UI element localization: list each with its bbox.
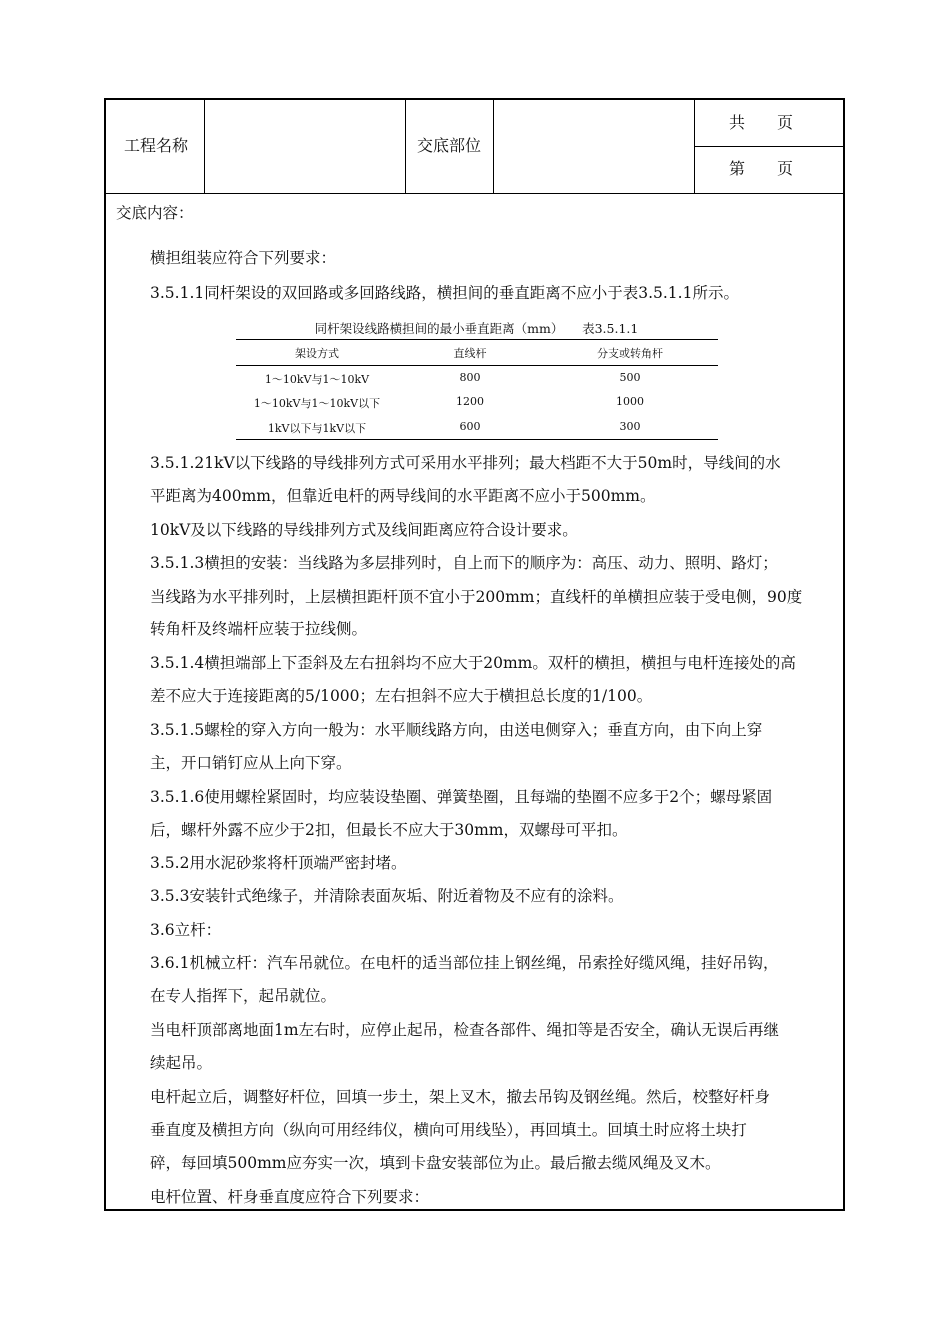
table-header-cell: 架设方式 <box>295 347 339 360</box>
table-cell: 300 <box>619 420 641 433</box>
paragraph: 横担组装应符合下列要求： <box>150 249 337 267</box>
paragraph: 3.5.1.4横担端部上下歪斜及左右扭斜均不应大于20mm。双杆的横担，横担与电杆连接处的高 <box>150 654 796 672</box>
table-header-cell: 分支或转角杆 <box>597 347 663 360</box>
header-row <box>106 100 843 194</box>
divider <box>694 146 843 147</box>
table-cell: 1～10kV与1～10kV以下 <box>253 397 381 410</box>
paragraph: 后，螺杆外露不应少于2扣，但最长不应大于30mm，双螺母可平扣。 <box>150 821 628 839</box>
paragraph: 3.5.1.5螺栓的穿入方向一般为：水平顺线路方向，由送电侧穿入；垂直方向，由下向上穿 <box>150 721 763 739</box>
table-cell: 600 <box>459 420 481 433</box>
table-cell: 1000 <box>616 395 644 408</box>
disclosure-form <box>104 98 845 1211</box>
paragraph: 主，开口销钉应从上向下穿。 <box>150 754 352 772</box>
paragraph: 在专人指挥下，起吊就位。 <box>150 987 337 1005</box>
paragraph: 电杆起立后，调整好杆位，回填一步土，架上叉木，撤去吊钩及钢丝绳。然后，校整好杆身 <box>150 1088 771 1106</box>
table-cell: 800 <box>459 371 481 384</box>
divider <box>204 100 205 193</box>
divider <box>493 100 494 193</box>
position-label: 交底部位 <box>417 136 482 155</box>
paragraph: 3.5.1.3横担的安装：当线路为多层排列时，自上而下的顺序为：高压、动力、照明、路灯； <box>150 554 778 572</box>
paragraph: 3.5.3安装针式绝缘子，并清除表面灰垢、附近着物及不应有的涂料。 <box>150 887 624 905</box>
table-rule-mid <box>236 365 718 366</box>
paragraph: 碎，每回填500mm应夯实一次，填到卡盘安装部位为止。最后撤去缆风绳及叉木。 <box>150 1154 721 1172</box>
paragraph: 3.5.1.1同杆架设的双回路或多回路线路，横担间的垂直距离不应小于表3.5.1.1所示。 <box>150 284 739 302</box>
paragraph: 3.5.1.6使用螺栓紧固时，均应装设垫圈、弹簧垫圈，且每端的垫圈不应多于2个；螺母紧固 <box>150 788 773 806</box>
paragraph: 3.6立杆： <box>150 921 222 939</box>
table-cell: 500 <box>619 371 641 384</box>
paragraph: 电杆位置、杆身垂直度应符合下列要求： <box>150 1188 430 1206</box>
paragraph: 当线路为水平排列时，上层横担距杆顶不宜小于200mm；直线杆的单横担应装于受电侧，90度 <box>150 588 803 606</box>
content-label: 交底内容： <box>116 204 194 222</box>
table-header-cell: 直线杆 <box>453 347 487 360</box>
page-number: 第 页 <box>729 159 794 178</box>
paragraph: 垂直度及横担方向（纵向可用经纬仪，横向可用线坠），再回填土。回填土时应将土块打 <box>150 1121 747 1139</box>
paragraph: 差不应大于连接距离的5/1000；左右担斜不应大于横担总长度的1/100。 <box>150 687 653 705</box>
paragraph: 3.6.1机械立杆：汽车吊就位。在电杆的适当部位挂上钢丝绳，吊索拴好缆风绳，挂好吊钩， <box>150 954 779 972</box>
total-pages: 共 页 <box>729 113 794 132</box>
table-rule-bottom <box>236 439 718 440</box>
paragraph: 10kV及以下线路的导线排列方式及线间距离应符合设计要求。 <box>150 521 578 539</box>
paragraph: 3.5.2用水泥砂浆将杆顶端严密封堵。 <box>150 854 407 872</box>
paragraph: 平距离为400mm，但靠近电杆的两导线间的水平距离不应小于500mm。 <box>150 487 656 505</box>
table-cell: 1～10kV与1～10kV <box>264 373 370 386</box>
paragraph: 转角杆及终端杆应装于拉线侧。 <box>150 620 368 638</box>
table-cell: 1200 <box>456 395 484 408</box>
table-rule-top <box>236 339 718 340</box>
paragraph: 当电杆顶部离地面1m左右时，应停止起吊，检查各部件、绳扣等是否安全，确认无误后再继 <box>150 1021 780 1039</box>
project-name-label: 工程名称 <box>124 136 189 155</box>
paragraph: 3.5.1.21kV以下线路的导线排列方式可采用水平排列；最大档距不大于50m时，导线间的水 <box>150 454 781 472</box>
divider <box>405 100 406 193</box>
paragraph: 续起吊。 <box>150 1054 213 1072</box>
table-caption: 同杆架设线路横担间的最小垂直距离（mm） 表3.5.1.1 <box>314 321 639 336</box>
table-cell: 1kV以下与1kV以下 <box>267 422 367 435</box>
